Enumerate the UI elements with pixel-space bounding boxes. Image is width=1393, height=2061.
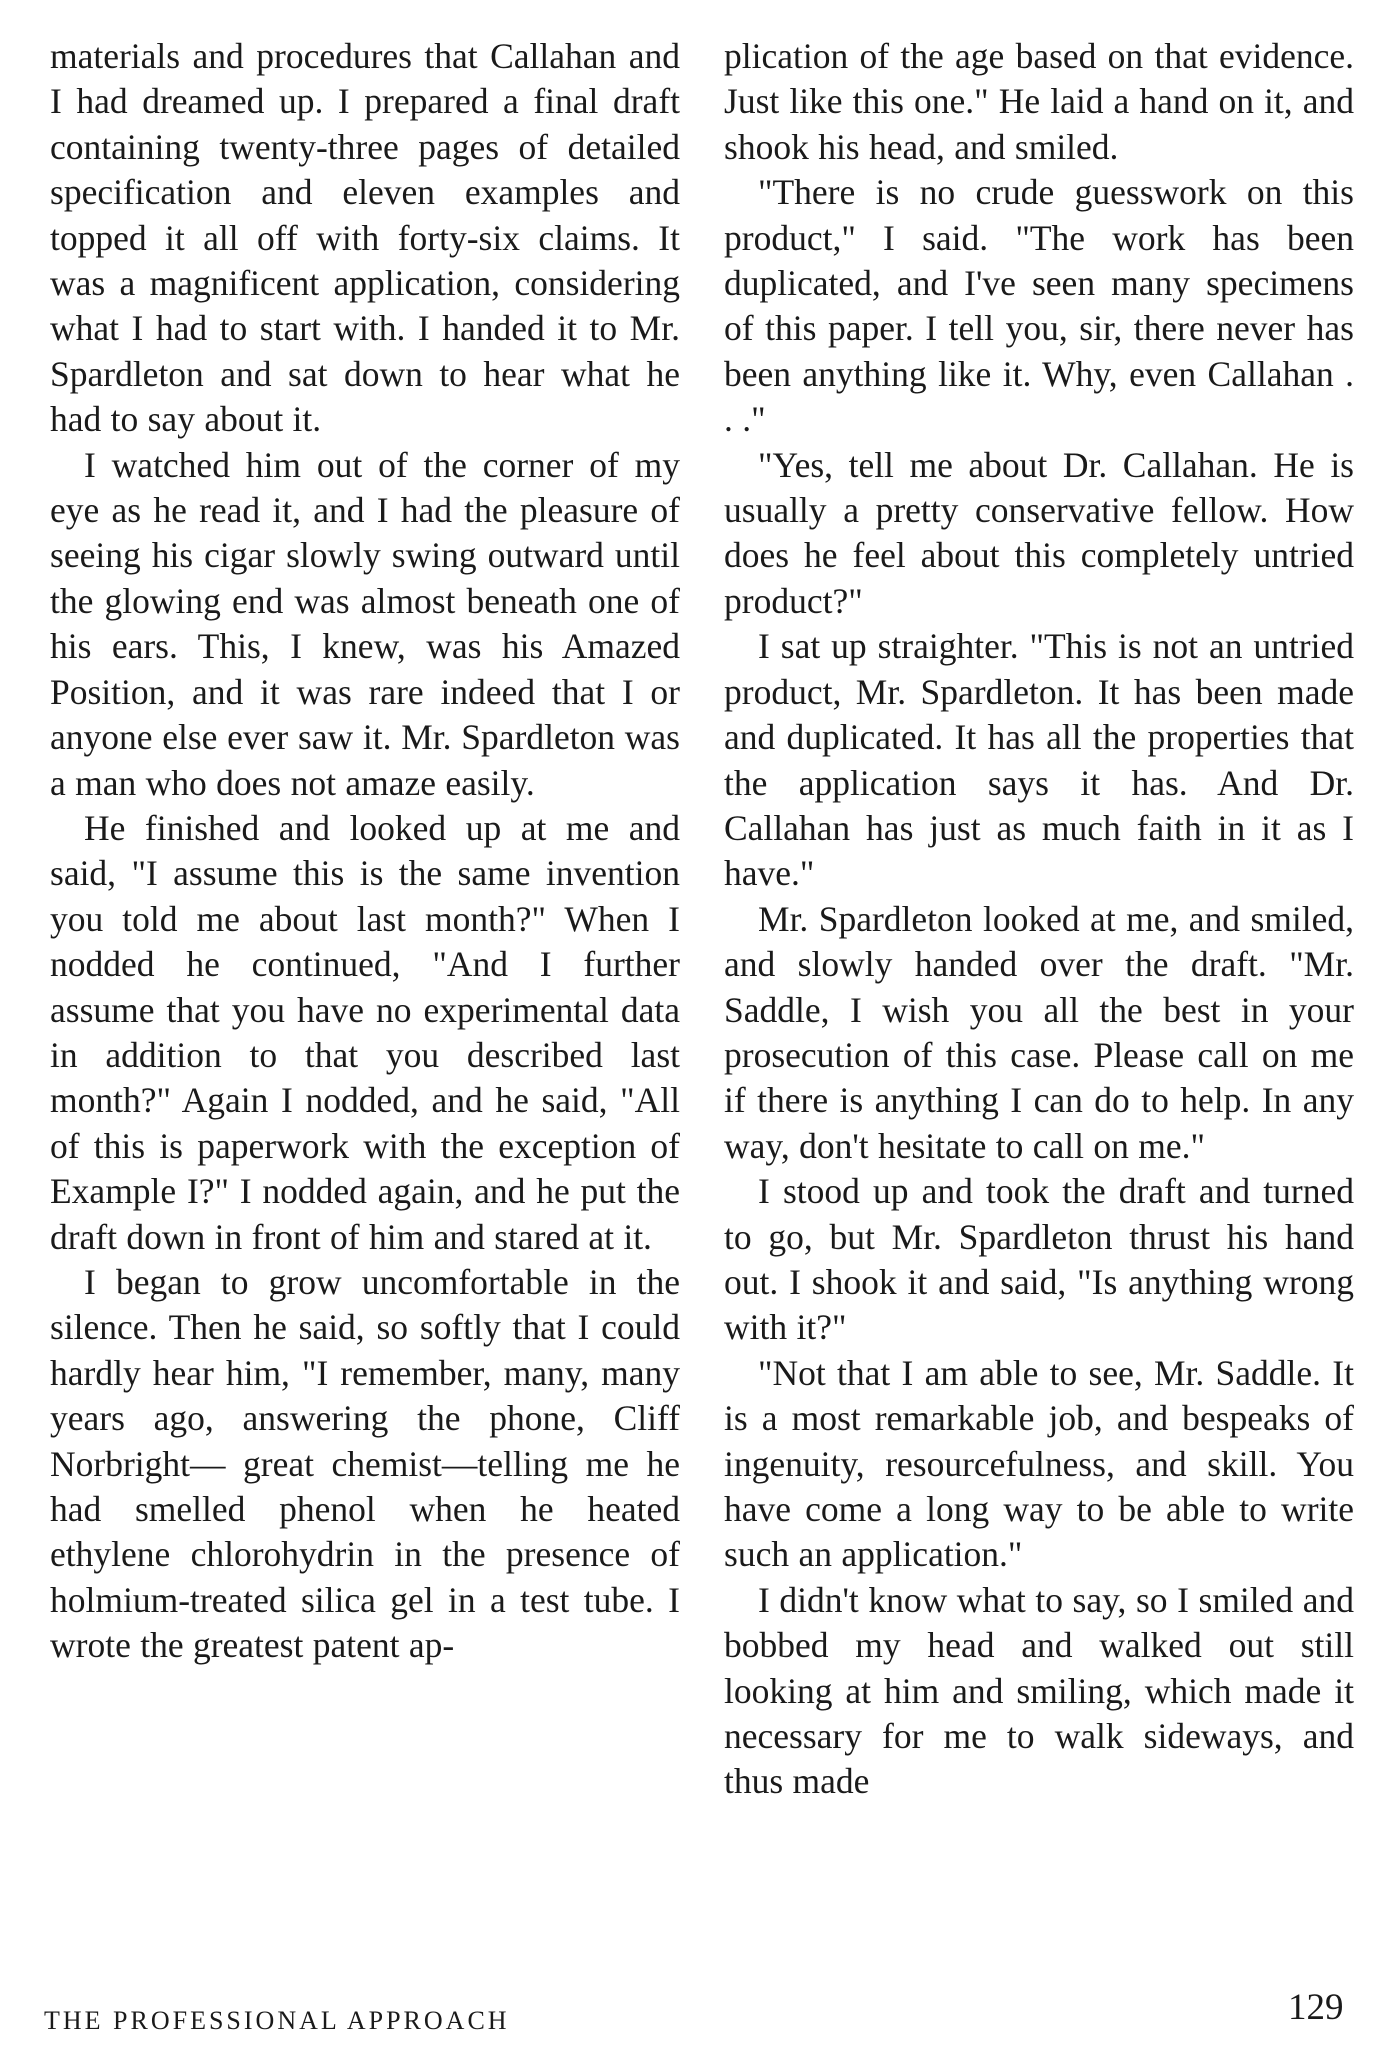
paragraph: I didn't know what to say, so I smiled and bobbed my head and walked out still looking at him and smiling, which made it necessary for me to walk sideways, and thus made	[724, 1579, 1354, 1802]
paragraph: I stood up and took the draft and turned to go, but Mr. Spardleton thrust his hand out. I shook it and said, "Is anything wrong with it?"	[724, 1171, 1354, 1348]
paragraph: materials and procedures that Callahan and I had dreamed up. I prepared a final draft containing twenty-three pages of detailed specification and eleven examples and topped it all off with forty-six claims. It was a magnificent application, considering what I had to start with. I handed it to Mr. Spardleton and sat down to hear what he had to say about it.	[50, 36, 680, 440]
left-column	[50, 34, 680, 1669]
paragraph: "Not that I am able to see, Mr. Saddle. It is a most remarkable job, and bespeaks of ingenuity, resourcefulness, and skill. You have come a long way to be able to write such an application."	[724, 1352, 1354, 1575]
paragraph: I watched him out of the corner of my eye as he read it, and I had the pleasure of seeing his cigar slowly swing outward until the glowing end was almost beneath one of his ears. This, I knew, was his Amazed Position, and it was rare indeed that I or anyone else ever saw it. Mr. Spardleton was a man who does not amaze easily.	[50, 444, 680, 803]
paragraph: I began to grow uncomfortable in the silence. Then he said, so softly that I could hardly hear him, "I remember, many, many years ago, answering the phone, Cliff Norbright— great chemist—telling me he had smelled phenol when he heated ethylene chlorohydrin in the presence of holmium-treated silica gel in a test tube. I wrote the greatest patent ap-	[50, 1261, 680, 1666]
paragraph: "Yes, tell me about Dr. Callahan. He is usually a pretty conservative fellow. How does he feel about this completely untried product?"	[724, 444, 1354, 621]
right-column	[724, 34, 1354, 1805]
paragraph: Mr. Spardleton looked at me, and smiled, and slowly handed over the draft. "Mr. Saddle, I wish you all the best in your prosecution of this case. Please call on me if there is anything I can do to help. In any way, don't hesitate to call on me."	[724, 898, 1354, 1166]
paragraph: I sat up straighter. "This is not an untried product, Mr. Spardleton. It has been made and duplicated. It has all the properties that the application says it has. And Dr. Callahan has just as much faith in it as I have."	[724, 626, 1354, 894]
page-number: 129	[1288, 1987, 1344, 2028]
running-title: THE PROFESSIONAL APPROACH	[44, 2006, 510, 2035]
paragraph: plication of the age based on that evidence. Just like this one." He laid a hand on it, and shook his head, and smiled.	[724, 36, 1354, 167]
paragraph: He finished and looked up at me and said, "I assume this is the same invention you told me about last month?" When I nodded he continued, "And I further assume that you have no experimental data in addition to that you described last month?" Again I nodded, and he said, "All of this is paperwork with the exception of Example I?" I nodded again, and he put the draft down in front of him and stared at it.	[50, 807, 680, 1257]
paragraph: "There is no crude guesswork on this product," I said. "The work has been duplicated, and I've seen many specimens of this paper. I tell you, sir, there never has been anything like it. Why, even Callahan . . ."	[724, 172, 1354, 440]
